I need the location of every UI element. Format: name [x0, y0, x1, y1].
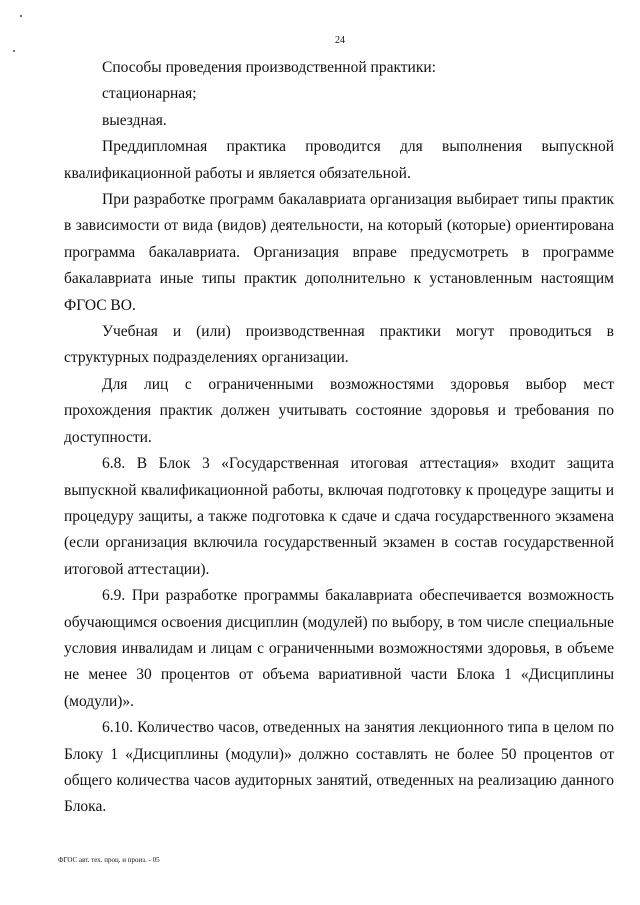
page-number: 24 — [335, 35, 345, 46]
paragraph-structural-units: Учебная и (или) производственная практики могут проводиться в структурных подразделениях организации. — [64, 323, 614, 367]
paragraph-stationary: стационарная; — [102, 85, 197, 103]
paragraph-practice-methods: Способы проведения производственной практики: — [102, 59, 436, 76]
scan-speck — [20, 15, 22, 17]
paragraph-6-9: 6.9. При разработке программы бакалавриата обеспечивается возможность обучающимся освоения дисциплин (модулей) по выбору, в том числе специальные условия инвалидам и лицам с ограниченными возможностями здоровья, в объеме не менее 30 процентов от объема вариативной части Блока 1 «Дисциплины (модули)». — [64, 587, 614, 710]
paragraph-disabilities: Для лиц с ограниченными возможностями здоровья выбор мест прохождения практик должен учитывать состояние здоровья и требования по доступности. — [64, 375, 614, 446]
paragraph-6-8: 6.8. В Блок 3 «Государственная итоговая аттестация» входит защита выпускной квалификационной работы, включая подготовку к процедуре защиты и процедуру защиты, а также подготовка к сдаче и сдача государственного экзамена (если организация включила государственный экзамен в состав государственной итоговой аттестации). — [64, 455, 614, 578]
paragraph-field: выездная. — [102, 111, 167, 129]
paragraph-6-10: 6.10. Количество часов, отведенных на занятия лекционного типа в целом по Блоку 1 «Дисциплины (модули)» должно составлять не более 50 процентов от общего количества часов аудиторных занятий, отведенных на реализацию данного Блока. — [64, 719, 614, 816]
scan-speck — [13, 50, 15, 52]
document-body — [64, 55, 614, 821]
paragraph-pre-diploma: Преддипломная практика проводится для выполнения выпускной квалификационной работы и является обязательной. — [64, 138, 614, 182]
paragraph-practice-types: При разработке программ бакалавриата организация выбирает типы практик в зависимости от вида (видов) деятельности, на который (которые) ориентирована программа бакалавриата. Организация вправе предусмотреть в программе бакалавриата иные типы практик дополнительно к установленным настоящим ФГОС ВО. — [64, 191, 614, 314]
footer-note: ФГОС авт. тех. проц. и произ. - 05 — [58, 856, 160, 864]
